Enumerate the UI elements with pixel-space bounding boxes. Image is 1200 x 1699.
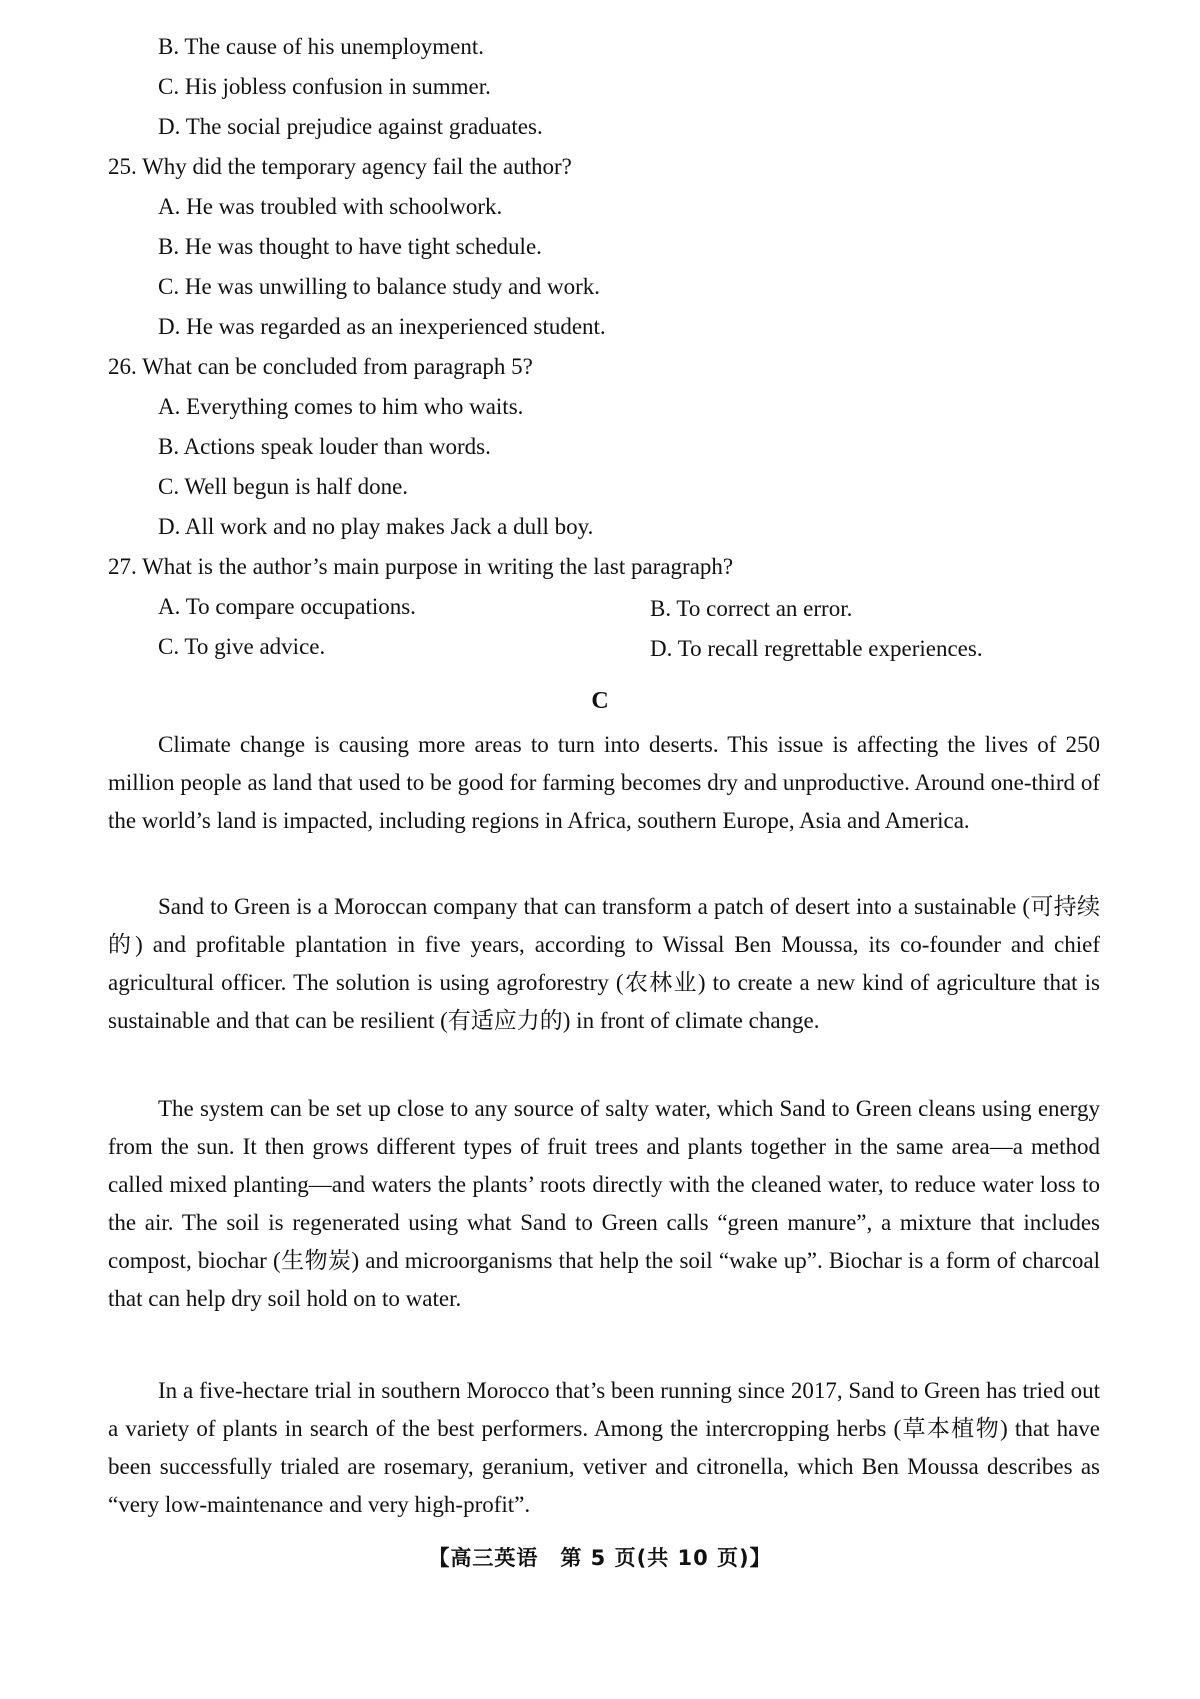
passage-paragraph-2: Sand to Green is a Moroccan company that can transform a patch of desert into a sustainable (可持续的) and profitable plantation in five years, according to Wissal Ben Moussa, its co-founder and chief agricultural officer. The solution is using agroforestry (农林业) to create a new kind of agriculture that is sustainable and that can be resilient (有适应力的) in front of climate change. — [108, 894, 1100, 1033]
q24-option-b: B. The cause of his unemployment. — [158, 34, 484, 59]
q25-question: 25. Why did the temporary agency fail the author? — [108, 154, 572, 179]
q27-question: 27. What is the author’s main purpose in writing the last paragraph? — [108, 554, 734, 579]
q26-option-d: D. All work and no play makes Jack a dull boy. — [158, 514, 594, 539]
passage-paragraph-3: The system can be set up close to any source of salty water, which Sand to Green cleans using energy from the sun. It then grows different types of fruit trees and plants together in the same area—a method called mixed planting—and waters the plants’ roots directly with the cleaned water, to reduce water loss to the air. The soil is regenerated using what Sand to Green calls “green manure”, a mixture that includes compost, biochar (生物炭) and microorganisms that help the soil “wake up”. Biochar is a form of charcoal that can help dry soil hold on to water. — [108, 1096, 1100, 1311]
q25-option-c: C. He was unwilling to balance study and work. — [158, 274, 601, 299]
q27-option-b: B. To correct an error. — [650, 596, 853, 621]
page-footer: 【高三英语 第 5 页(共 10 页)】 — [428, 1546, 772, 1570]
q26-option-b: B. Actions speak louder than words. — [158, 434, 491, 459]
q27-option-a: A. To compare occupations. — [158, 594, 416, 619]
q24-option-c: C. His jobless confusion in summer. — [158, 74, 491, 99]
q24-option-d: D. The social prejudice against graduates. — [158, 114, 543, 139]
q25-option-d: D. He was regarded as an inexperienced student. — [158, 314, 606, 339]
q25-option-a: A. He was troubled with schoolwork. — [158, 194, 503, 219]
q26-option-c: C. Well begun is half done. — [158, 474, 409, 499]
q25-option-b: B. He was thought to have tight schedule. — [158, 234, 542, 259]
section-heading: C — [591, 688, 609, 714]
passage-paragraph-1: Climate change is causing more areas to turn into deserts. This issue is affecting the lives of 250 million people as land that used to be good for farming becomes dry and unproductive. Around one-third of the world’s land is impacted, including regions in Africa, southern Europe, Asia and America. — [108, 732, 1100, 833]
q27-option-d: D. To recall regrettable experiences. — [650, 636, 983, 661]
q26-question: 26. What can be concluded from paragraph 5? — [108, 354, 533, 379]
q26-option-a: A. Everything comes to him who waits. — [158, 394, 524, 419]
q27-option-c: C. To give advice. — [158, 634, 326, 659]
passage-paragraph-4: In a five-hectare trial in southern Morocco that’s been running since 2017, Sand to Green has tried out a variety of plants in search of the best performers. Among the intercropping herbs (草本植物) that have been successfully trialed are rosemary, geranium, vetiver and citronella, which Ben Moussa describes as “very low-maintenance and very high-profit”. — [108, 1378, 1100, 1517]
